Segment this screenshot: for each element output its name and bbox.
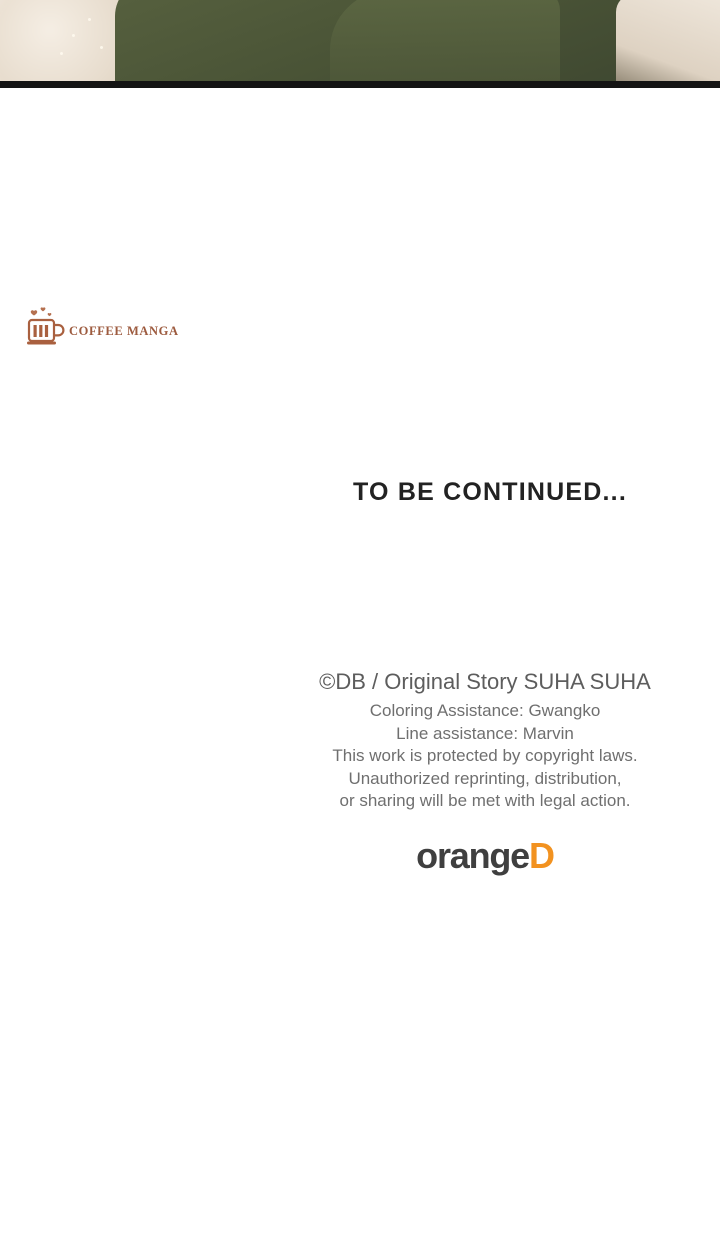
credit-line: Unauthorized reprinting, distribution, [348,768,622,788]
brand-logo [0,836,720,876]
credit-line: Coloring Assistance: Gwangko [369,701,601,720]
credit-line: Line assistance: Marvin [396,723,574,743]
panel-bottom-border [0,81,720,88]
coffee-cup-icon [22,304,68,350]
credits-block [0,666,720,813]
panel-speck [88,18,91,21]
copyright-line: ©DB / Original Story SUHA SUHA [319,669,651,694]
panel-shape-figure-highlight [330,0,560,88]
comic-panel-strip [0,0,720,88]
panel-speck [72,34,75,37]
credit-line: or sharing will be met with legal action. [339,791,631,810]
to-be-continued-text: TO BE CONTINUED... [353,478,627,506]
brand-name-accent: D [529,835,554,876]
credit-line: This work is protected by copyright laws. [332,746,638,765]
brand-logo-text [416,836,554,876]
watermark-label: COFFEE MANGA [69,324,179,338]
brand-name-primary: orange [416,835,529,876]
panel-shape-right [616,0,720,88]
panel-speck [100,46,103,49]
watermark [22,292,192,350]
panel-speck [60,52,63,55]
